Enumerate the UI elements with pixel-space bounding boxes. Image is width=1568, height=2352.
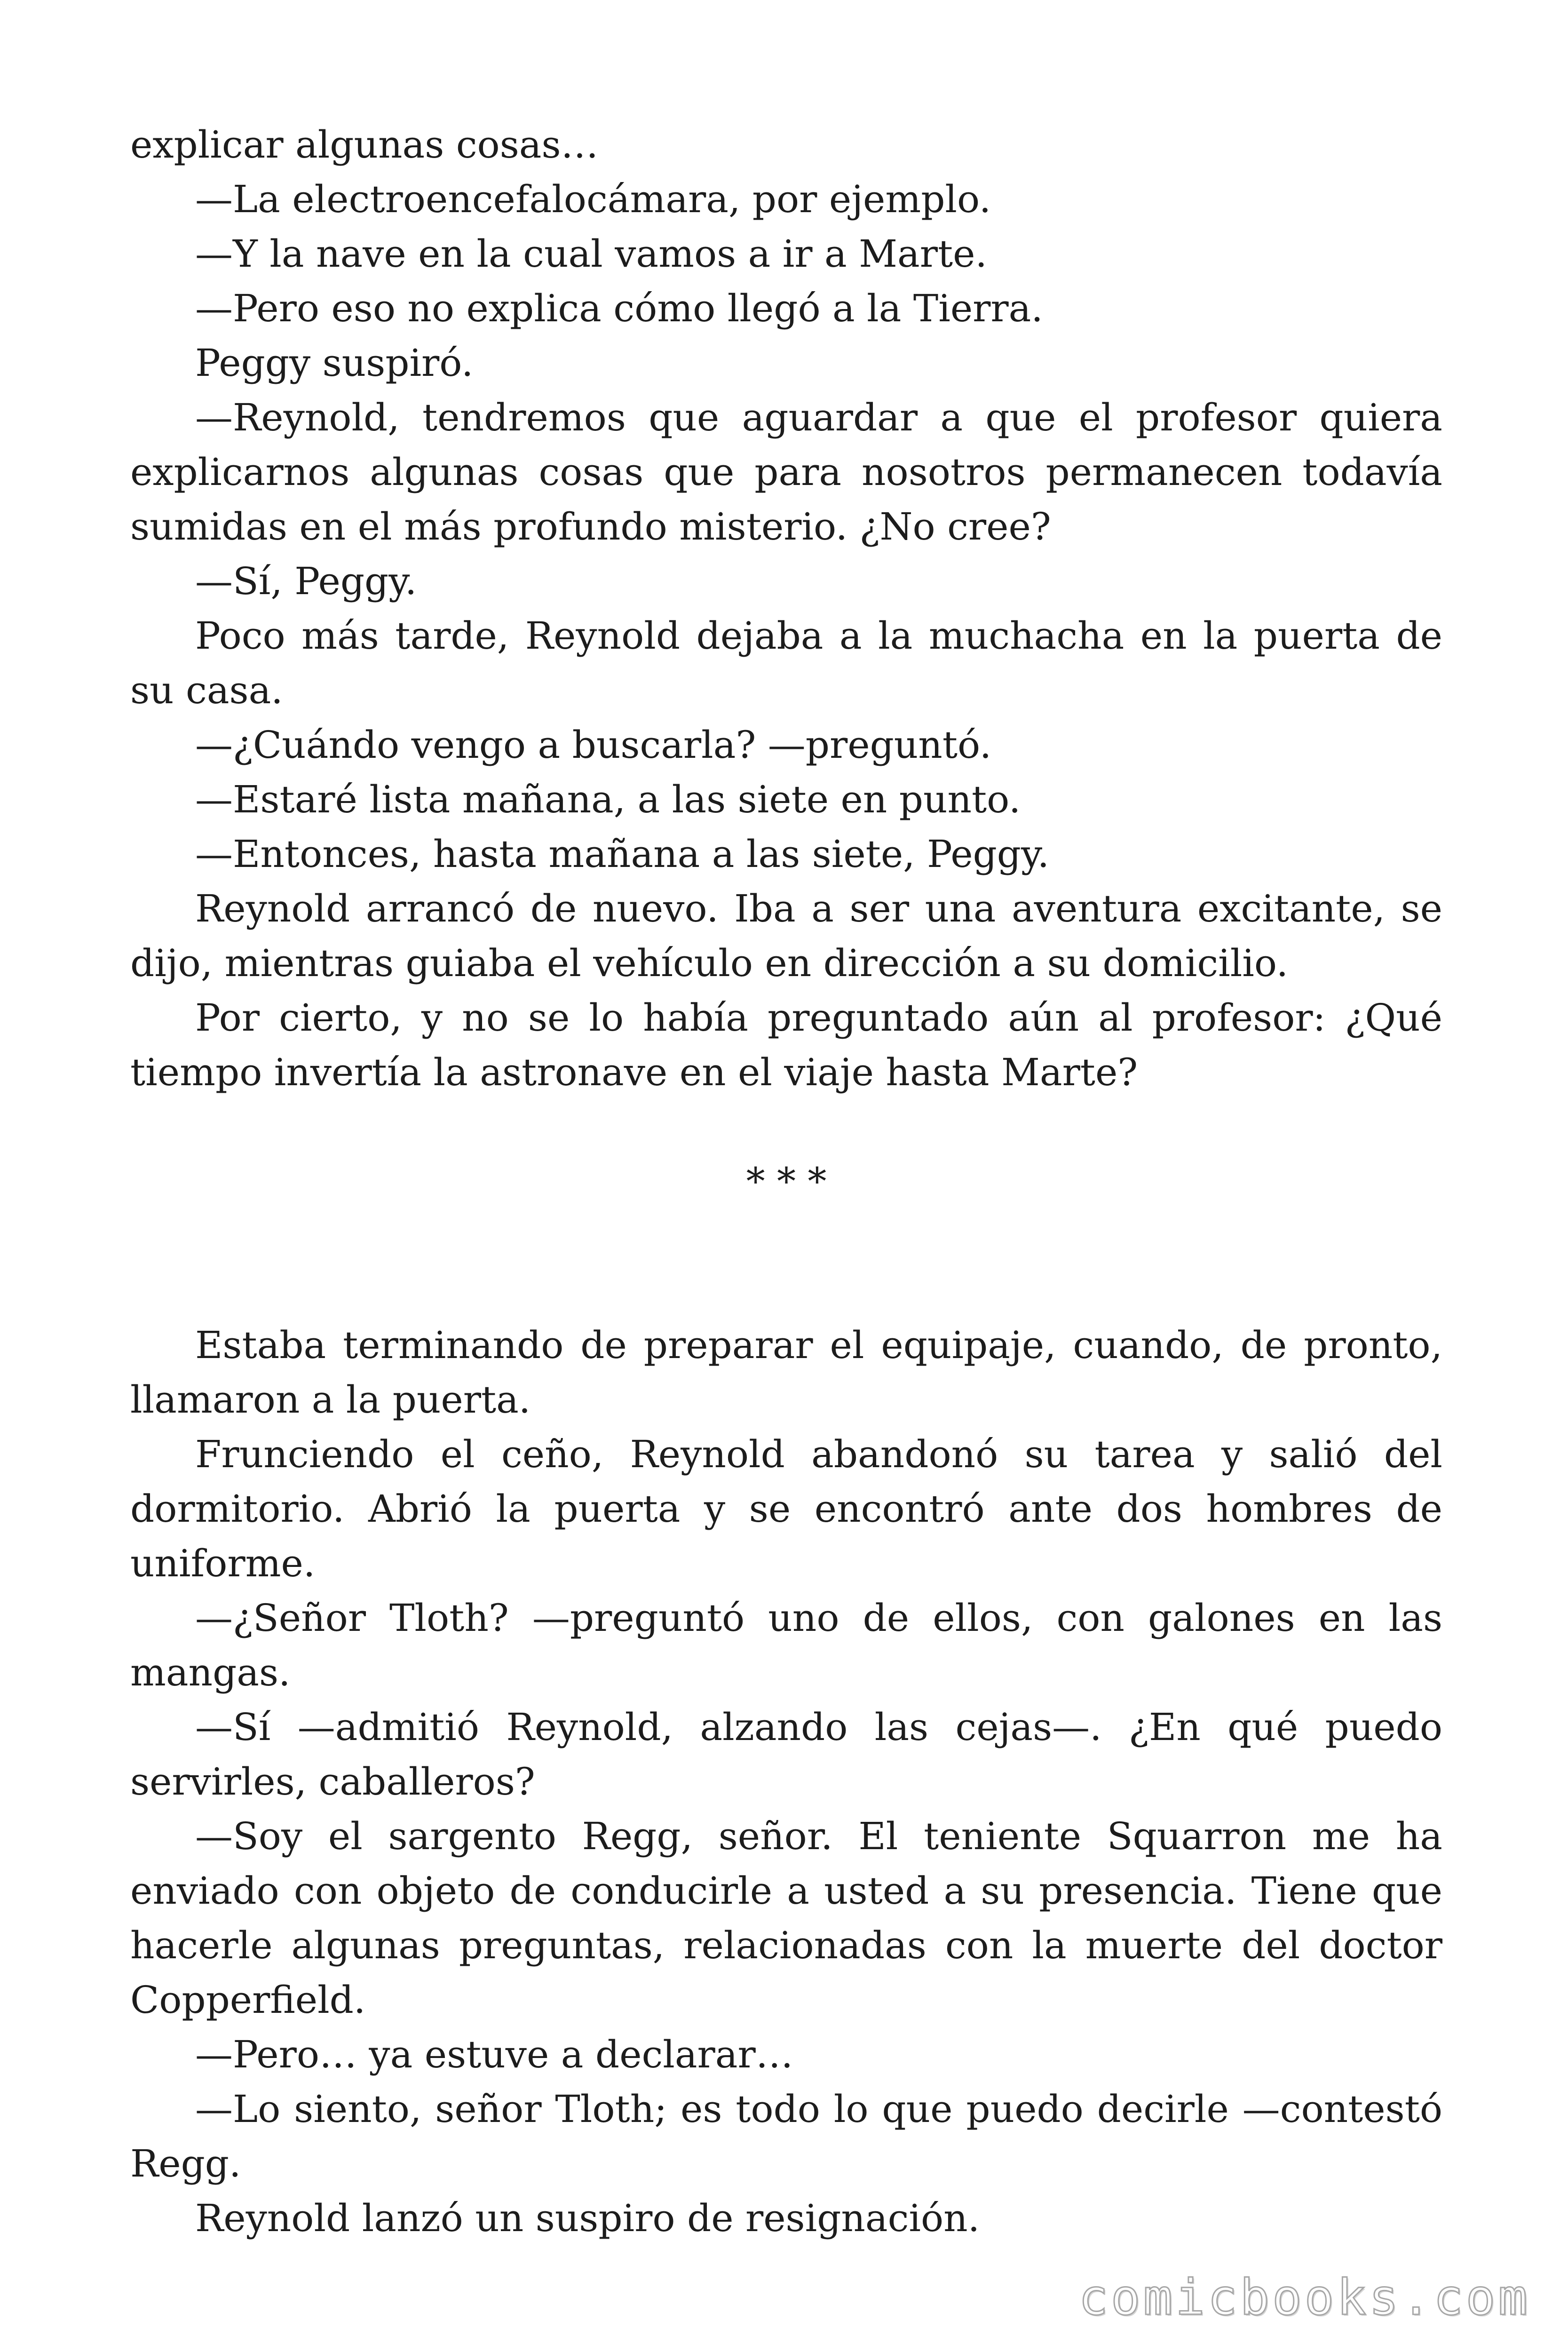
paragraph: Reynold arrancó de nuevo. Iba a ser una aventura excitante, se dijo, mientras guiaba el vehículo en dirección a su domicilio. [130,887,1442,985]
paragraph: —Lo siento, señor Tloth; es todo lo que puedo decirle —contestó Regg. [130,2087,1442,2185]
paragraph: Reynold lanzó un suspiro de resignación. [195,2196,980,2240]
paragraph: —Sí —admitió Reynold, alzando las cejas—. ¿En qué puedo servirles, caballeros? [130,1705,1442,1804]
paragraph: Frunciendo el ceño, Reynold abandonó su tarea y salió del dormitorio. Abrió la puerta y se encontró ante dos hombres de uniforme. [130,1432,1442,1585]
watermark-logo: comicbooks.com [1078,2269,1530,2326]
paragraph: —¿Cuándo vengo a buscarla? —preguntó. [195,723,992,767]
paragraph: Poco más tarde, Reynold dejaba a la muchacha en la puerta de su casa. [130,614,1442,712]
section-separator [130,1100,1442,1318]
paragraph: —La electroencefalocámara, por ejemplo. [195,177,991,221]
paragraph: —Pero eso no explica cómo llegó a la Tierra. [195,286,1043,330]
paragraph: —Pero… ya estuve a declarar… [195,2033,793,2076]
paragraph: —Soy el sargento Regg, señor. El teniente Squarron me ha enviado con objeto de conducirle a usted a su presencia. Tiene que hacerle algunas preguntas, relacionadas con la muerte del doctor Copperfield. [130,1814,1442,2022]
paragraph: —Estaré lista mañana, a las siete en punto. [195,778,1021,821]
paragraph: —Y la nave en la cual vamos a ir a Marte. [195,232,987,276]
paragraph: —Entonces, hasta mañana a las siete, Peggy. [195,832,1050,876]
page-text [130,118,1442,2246]
paragraph: —Sí, Peggy. [195,559,417,603]
paragraph: Peggy suspiró. [195,341,474,385]
paragraph: —¿Señor Tloth? —preguntó uno de ellos, con galones en las mangas. [130,1596,1442,1694]
paragraph: —Reynold, tendremos que aguardar a que el profesor quiera explicarnos algunas cosas que para nosotros permanecen todavía sumidas en el más profundo misterio. ¿No cree? [130,396,1442,548]
paragraph: Por cierto, y no se lo había preguntado aún al profesor: ¿Qué tiempo invertía la astronave en el viaje hasta Marte? [130,996,1442,1094]
paragraph: Estaba terminando de preparar el equipaje, cuando, de pronto, llamaron a la puerta. [130,1323,1442,1422]
paragraph: explicar algunas cosas… [130,123,599,167]
separator-asterisks: * * * [746,1160,827,1203]
